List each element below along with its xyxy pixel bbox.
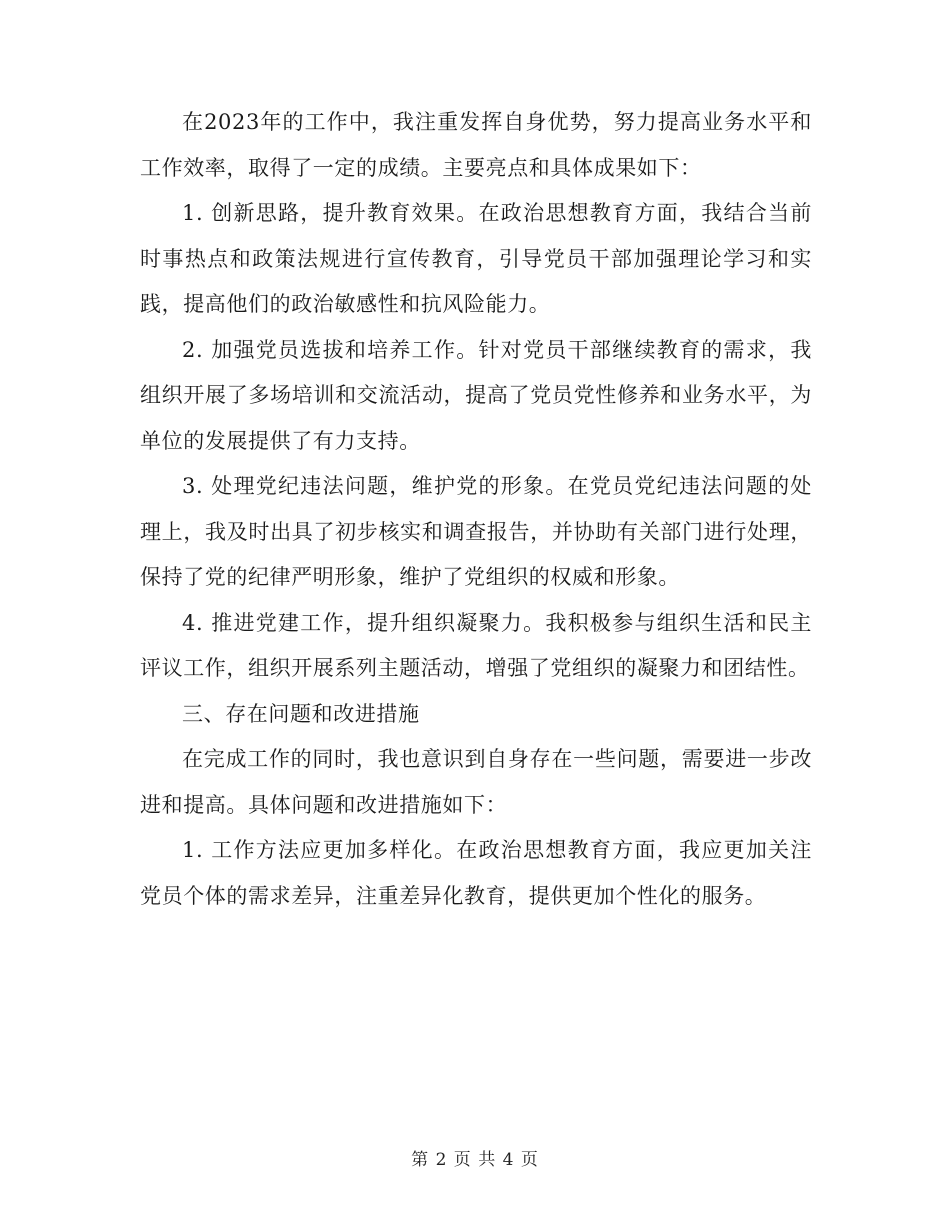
section-heading-problems: 三、存在问题和改进措施: [182, 701, 420, 726]
paragraph-item-3: 3. 处理党纪违法问题，维护党的形象。在党员党纪违法问题的处理上，我及时出具了初步核实和调查报告，并协助有关部门进行处理，保持了党的纪律严明形象，维护了党组织的权威和形象。: [140, 474, 812, 589]
paragraph-item-1: 1. 创新思路，提升教育效果。在政治思想教育方面，我结合当前时事热点和政策法规进行宣传教育，引导党员干部加强理论学习和实践，提高他们的政治敏感性和抗风险能力。: [140, 201, 812, 316]
paragraph-item-2: 2. 加强党员选拔和培养工作。针对党员干部继续教育的需求，我组织开展了多场培训和交流活动，提高了党员党性修养和业务水平，为单位的发展提供了有力支持。: [140, 337, 812, 453]
paragraph-problems-intro: 在完成工作的同时，我也意识到自身存在一些问题，需要进一步改进和提高。具体问题和改进措施如下：: [140, 747, 812, 817]
paragraph-intro: 在2023年的工作中，我注重发挥自身优势，努力提高业务水平和工作效率，取得了一定的成绩。主要亮点和具体成果如下：: [140, 110, 812, 180]
paragraph-item-4: 4. 推进党建工作，提升组织凝聚力。我积极参与组织生活和民主评议工作，组织开展系列主题活动，增强了党组织的凝聚力和团结性。: [140, 610, 812, 680]
page-number-footer: 第 2 页 共 4 页: [411, 1150, 539, 1170]
paragraph-problem-1: 1. 工作方法应更加多样化。在政治思想教育方面，我应更加关注党员个体的需求差异，注重差异化教育，提供更加个性化的服务。: [140, 838, 812, 908]
document-body: [140, 100, 812, 919]
